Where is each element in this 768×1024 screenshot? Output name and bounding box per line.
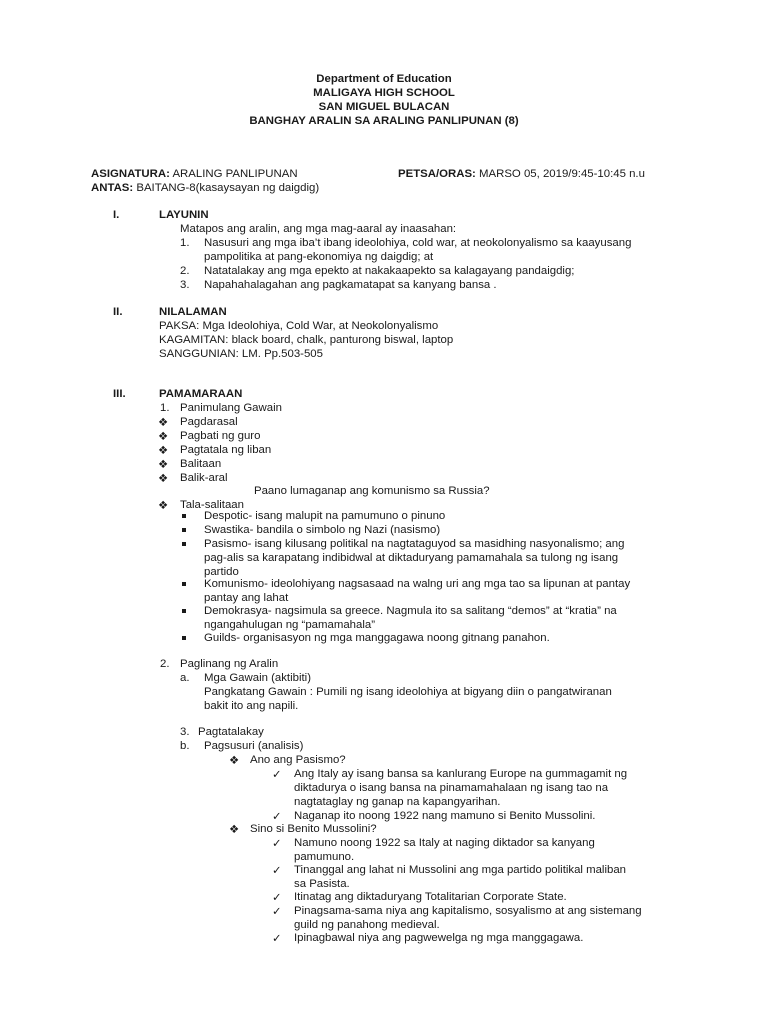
- section-title: NILALAMAN: [159, 306, 227, 318]
- term-item: ngangahulugan ng “pamamahala”: [204, 619, 375, 631]
- list-number: 2.: [180, 265, 190, 277]
- step-label: Pagsusuri (analisis): [204, 740, 304, 752]
- section-number: III.: [113, 388, 126, 400]
- kagamitan-line: KAGAMITAN: black board, chalk, panturong biswal, laptop: [159, 334, 454, 346]
- objective-intro: Matapos ang aralin, ang mga mag-aaral ay inaasahan:: [180, 223, 457, 235]
- term-item: Pasismo- isang kilusang politikal na nagtataguyod sa masidhing nasyonalismo; ang: [204, 538, 625, 550]
- antas-value: BAITANG-8(kasaysayan ng daigdig): [136, 182, 320, 194]
- diamond-bullet-icon: ❖: [158, 429, 169, 443]
- answer-item: guild ng panahong medieval.: [294, 919, 440, 931]
- square-bullet-icon: [182, 636, 186, 640]
- list-number: 2.: [160, 658, 170, 670]
- term-item: Despotic- isang malupit na pamumuno o pinuno: [204, 510, 446, 522]
- question-item: Sino si Benito Mussolini?: [250, 823, 377, 835]
- diamond-bullet-icon: ❖: [158, 457, 169, 471]
- list-number: 3.: [180, 279, 190, 291]
- checkmark-icon: ✓: [272, 767, 282, 781]
- square-bullet-icon: [182, 514, 186, 518]
- square-bullet-icon: [182, 542, 186, 546]
- list-letter: a.: [180, 672, 190, 684]
- section-title: PAMAMARAAN: [159, 388, 243, 400]
- square-bullet-icon: [182, 528, 186, 532]
- sanggunian-line: SANGGUNIAN: LM. Pp.503-505: [159, 348, 323, 360]
- objective-item: Nasusuri ang mga iba’t ibang ideolohiya, cold war, at neokolonyalismo sa kaayusang: [204, 237, 632, 249]
- checkmark-icon: ✓: [272, 931, 282, 945]
- answer-item: Pinagsama-sama niya ang kapitalismo, sosyalismo at ang sistemang: [294, 905, 642, 917]
- diamond-bullet-icon: ❖: [158, 415, 169, 429]
- list-item: Tala-salitaan: [180, 499, 244, 511]
- list-item: Balik-aral: [180, 472, 228, 484]
- review-question: Paano lumaganap ang komunismo sa Russia?: [254, 485, 490, 497]
- header-department: Department of Education: [316, 73, 452, 85]
- diamond-bullet-icon: ❖: [229, 753, 240, 767]
- step-label: Mga Gawain (aktibiti): [204, 672, 311, 684]
- diamond-bullet-icon: ❖: [158, 498, 169, 512]
- step-label: Pagtatalakay: [198, 726, 264, 738]
- petsa-label: PETSA/ORAS:: [398, 168, 476, 180]
- term-item: Komunismo- ideolohiyang nagsasaad na walng uri ang mga tao sa lipunan at pantay: [204, 578, 631, 590]
- step-label: Paglinang ng Aralin: [180, 658, 279, 670]
- step-label: Panimulang Gawain: [180, 402, 282, 414]
- square-bullet-icon: [182, 582, 186, 586]
- antas-label: ANTAS:: [91, 182, 134, 194]
- petsa-row: [398, 167, 645, 181]
- answer-item: sa Pasista.: [294, 878, 350, 890]
- antas-row: [91, 181, 319, 195]
- answer-item: pamumuno.: [294, 851, 355, 863]
- list-number: 1.: [180, 237, 190, 249]
- checkmark-icon: ✓: [272, 809, 282, 823]
- section-number: II.: [113, 306, 123, 318]
- term-item: Guilds- organisasyon ng mga manggagawa noong gitnang panahon.: [204, 632, 550, 644]
- asignatura-value: ARALING PANLIPUNAN: [172, 168, 298, 180]
- list-item: Pagbati ng guro: [180, 430, 261, 442]
- list-item: Pagtatala ng liban: [180, 444, 272, 456]
- asignatura-label: ASIGNATURA:: [91, 168, 170, 180]
- paksa-line: PAKSA: Mga Ideolohiya, Cold War, at Neokolonyalismo: [159, 320, 439, 332]
- term-item: Swastika- bandila o simbolo ng Nazi (nasismo): [204, 524, 441, 536]
- diamond-bullet-icon: ❖: [229, 822, 240, 836]
- activity-text: bakit ito ang napili.: [204, 700, 299, 712]
- term-item: pantay ang lahat: [204, 592, 289, 604]
- answer-item: Ipinagbawal niya ang pagwewelga ng mga manggagawa.: [294, 932, 584, 944]
- term-item: pag-alis sa karapatang indibidwal at diktaduryang pamamahala sa tulong ng isang: [204, 552, 619, 564]
- header-school: MALIGAYA HIGH SCHOOL: [313, 87, 455, 99]
- petsa-value: MARSO 05, 2019/9:45-10:45 n.u: [479, 168, 645, 180]
- term-item: partido: [204, 566, 239, 578]
- question-item: Ano ang Pasismo?: [250, 754, 346, 766]
- section-number: I.: [113, 209, 120, 221]
- list-number: 3.: [180, 726, 190, 738]
- checkmark-icon: ✓: [272, 863, 282, 877]
- answer-item: Tinanggal ang lahat ni Mussolini ang mga partido politikal maliban: [294, 864, 627, 876]
- activity-text: Pangkatang Gawain : Pumili ng isang ideolohiya at bigyang diin o pangatwiranan: [204, 686, 612, 698]
- answer-item: nagtataglay ng ganap na kapangyarihan.: [294, 796, 501, 808]
- objective-item: Natatalakay ang mga epekto at nakakaapekto sa kalagayang pandaigdig;: [204, 265, 575, 277]
- asignatura-row: [91, 167, 298, 181]
- term-item: Demokrasya- nagsimula sa greece. Nagmula ito sa salitang “demos” at “kratia” na: [204, 605, 617, 617]
- answer-item: diktadurya o isang bansa na pinamamahalaan ng isang tao na: [294, 782, 609, 794]
- header-location: SAN MIGUEL BULACAN: [318, 101, 450, 113]
- list-letter: b.: [180, 740, 190, 752]
- section-title: LAYUNIN: [159, 209, 209, 221]
- answer-item: Namuno noong 1922 sa Italy at naging diktador sa kanyang: [294, 837, 595, 849]
- objective-item: pampolitika at pang-ekonomiya ng daigdig; at: [204, 251, 434, 263]
- answer-item: Ang Italy ay isang bansa sa kanlurang Europe na gummagamit ng: [294, 768, 628, 780]
- list-number: 1.: [160, 402, 170, 414]
- square-bullet-icon: [182, 609, 186, 613]
- diamond-bullet-icon: ❖: [158, 471, 169, 485]
- checkmark-icon: ✓: [272, 836, 282, 850]
- list-item: Balitaan: [180, 458, 222, 470]
- diamond-bullet-icon: ❖: [158, 443, 169, 457]
- answer-item: Naganap ito noong 1922 nang mamuno si Benito Mussolini.: [294, 810, 596, 822]
- checkmark-icon: ✓: [272, 890, 282, 904]
- answer-item: Itinatag ang diktaduryang Totalitarian Corporate State.: [294, 891, 567, 903]
- checkmark-icon: ✓: [272, 904, 282, 918]
- header-title: BANGHAY ARALIN SA ARALING PANLIPUNAN (8): [249, 115, 519, 127]
- list-item: Pagdarasal: [180, 416, 238, 428]
- objective-item: Napahahalagahan ang pagkamatapat sa kanyang bansa .: [204, 279, 497, 291]
